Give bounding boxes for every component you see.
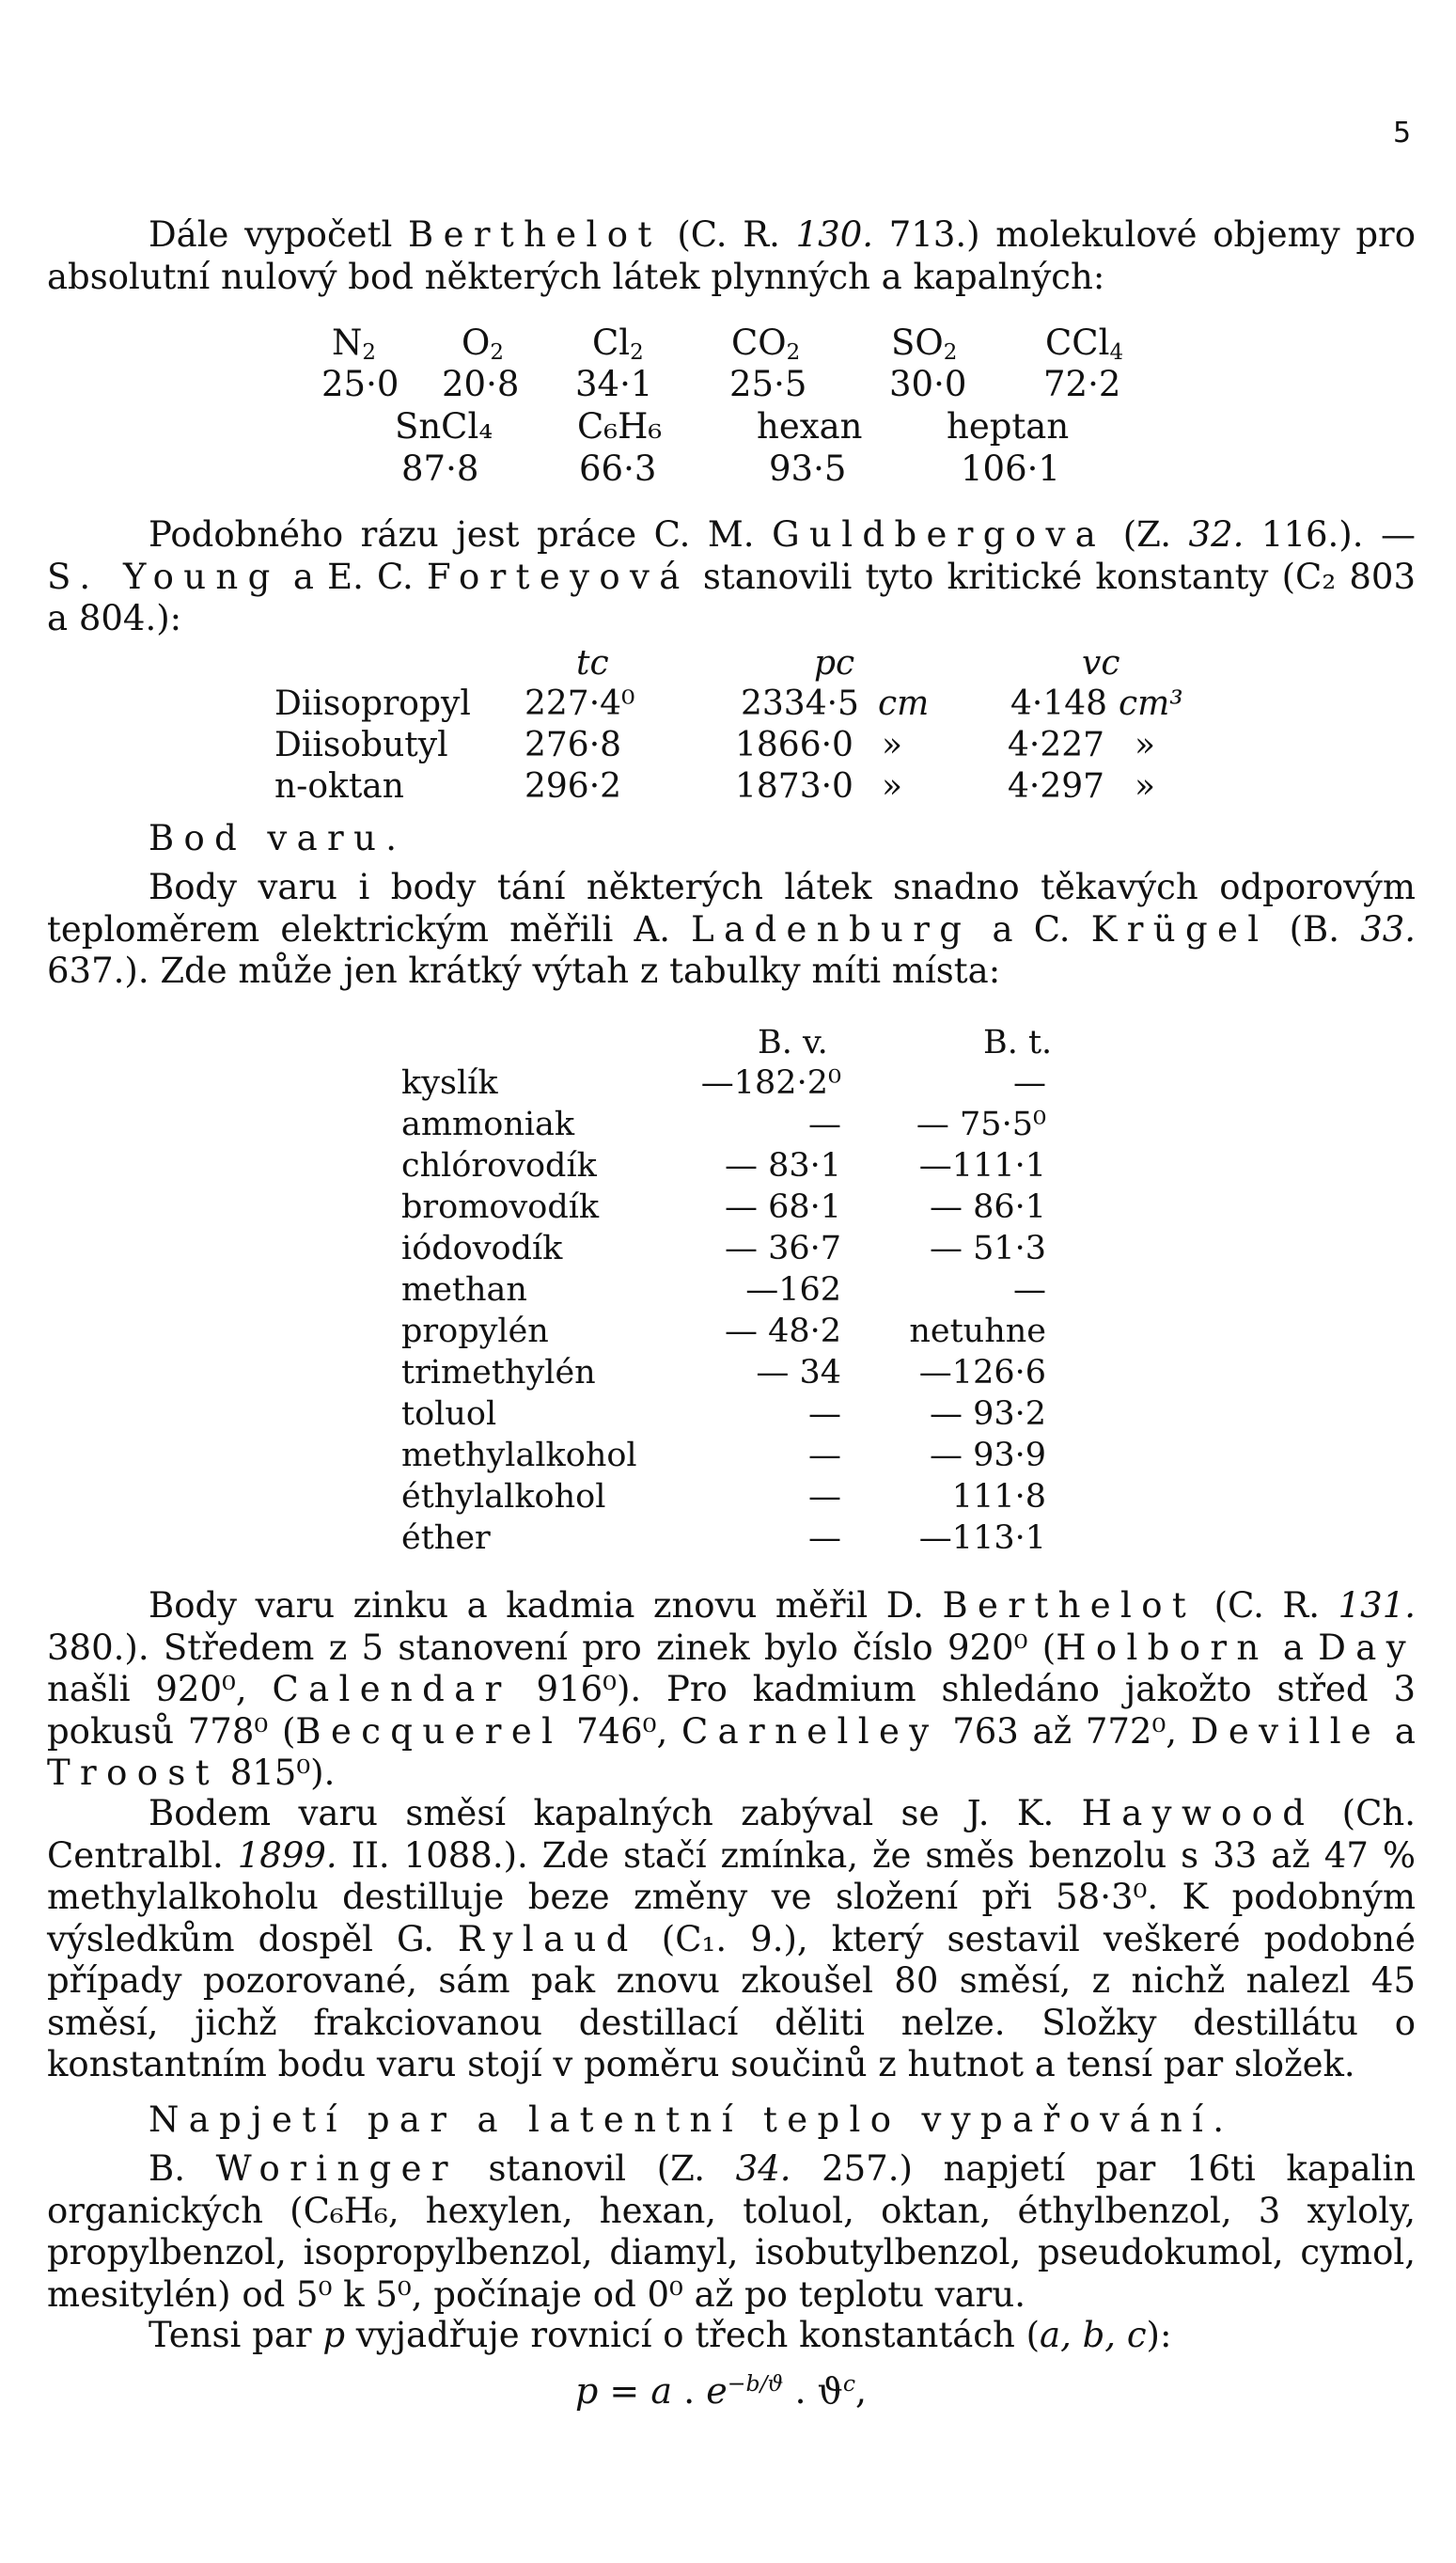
section-heading-vapor-pressure: Napjetí par a latentní teplo vypařování. (149, 2099, 1234, 2140)
author-name: Ladenburg (691, 908, 972, 950)
variable-p: p (322, 2315, 345, 2355)
compound-name: trimethylén (401, 1354, 596, 1392)
header-vc: vc (1082, 644, 1120, 683)
compound-name: Diisopropyl (274, 684, 471, 723)
text: 763 až 772⁰, (952, 1710, 1178, 1752)
paragraph-haywood (47, 1793, 1416, 2086)
text: Tensi par (149, 2315, 312, 2355)
author-name: Carnelley (681, 1710, 939, 1752)
text: 815⁰). (229, 1753, 336, 1793)
vc-unit: cm³ (1119, 684, 1183, 723)
pc-value: 2334·5 (741, 684, 859, 723)
compound-name: toluol (401, 1395, 497, 1433)
formula-c: c (842, 2370, 856, 2398)
text: a C. (992, 908, 1071, 950)
value: 87·8 (401, 448, 479, 489)
compound-name: Diisobutyl (274, 726, 448, 764)
author-name: Holborn (1056, 1627, 1269, 1668)
text: (C. R. (677, 214, 780, 255)
paragraph-berthelot-volumes (47, 214, 1416, 298)
melting-point-value: 111·8 (951, 1478, 1046, 1516)
volume-number: 131. (1338, 1585, 1417, 1626)
melting-point-value: — 75·5⁰ (916, 1106, 1046, 1143)
boiling-point-value: — 48·2 (724, 1313, 841, 1350)
volume-number: 33. (1360, 908, 1417, 950)
text: B. (149, 2148, 185, 2189)
text: II. 1088.). Zde stačí zmínka, že směs benzolu s 33 až 47 % methylalkoholu destilluje beze změny ve složení při 58·3⁰. K podobným výsledkům dospěl G. (47, 1834, 1417, 1959)
formula-c6h6: C₆H₆ (577, 406, 663, 447)
text: (C₁. 9.), který sestavil veškeré podobné případy pozorované, sám pak znovu zkoušel 80 směsí, z nichž nalezl 45 směsí, jichž frakciovanou destillací děliti nelze. Složky destillátu o konstantním bodu varu stojí v poměru součinů z hutnot a tensí par složek. (47, 1918, 1416, 2084)
header-tc: tc (576, 644, 609, 683)
formula-theta: ϑ (817, 2370, 843, 2412)
author-name: Berthelot (408, 214, 662, 255)
author-name: Troost (47, 1753, 219, 1793)
vc-value: 4·297 (1008, 767, 1105, 806)
formula-lhs: p (575, 2370, 599, 2412)
text: (Z. (1122, 514, 1171, 555)
formula-dot: . (794, 2370, 806, 2412)
text: (Ch. Centralbl. (47, 1793, 1417, 1876)
boiling-point-value: — 34 (756, 1354, 841, 1392)
text: stanovil (Z. (488, 2148, 706, 2189)
page-number: 5 (1393, 117, 1412, 149)
melting-point-value: — 51·3 (929, 1230, 1046, 1267)
melting-point-value: — 93·9 (929, 1437, 1046, 1474)
boiling-point-value: —182·2⁰ (700, 1064, 841, 1102)
value: 20·8 (442, 364, 520, 404)
text: Body varu i body tání některých látek snadno těkavých odporovým teploměrem elektrickým měřili A. (47, 867, 1416, 950)
paragraph-guldberg-young (47, 514, 1416, 640)
compound-name: kyslík (401, 1064, 498, 1102)
formula-equals: = (609, 2370, 640, 2412)
vc-value: 4·148 (1010, 684, 1108, 723)
text: 257.) napjetí par 16ti kapalin organických (C₆H₆, hexylen, hexan, toluol, oktan, éthylbenzol, 3 xyloly, propylbenzol, isopropylbenzol, diamyl, isobutylbenzol, pseudokumol, cymol, mesitylén) od 5⁰ k 5⁰, počínaje od 0⁰ až po teplotu varu. (47, 2148, 1417, 2315)
text: a (1282, 1627, 1304, 1668)
author-name: S. Young (47, 556, 280, 597)
value: 93·5 (769, 448, 847, 489)
pc-unit: cm (878, 684, 930, 723)
author-name: Becquerel (295, 1710, 563, 1752)
author-name: Haywood (1081, 1793, 1315, 1833)
formula-exponent: −b/ϑ (727, 2370, 784, 2398)
formula-so2: $SO_2$ (891, 322, 958, 366)
boiling-point-value: — (808, 1478, 841, 1516)
boiling-point-value: — (808, 1519, 841, 1557)
volume-number: 130. (795, 214, 874, 255)
compound-name: chlórovodík (401, 1147, 597, 1185)
author-name: Calendar (272, 1669, 511, 1709)
value: 25·5 (729, 364, 807, 404)
formula-heptan: heptan (947, 406, 1070, 447)
compound-name: éthylalkohol (401, 1478, 606, 1516)
paragraph-woringer (47, 2148, 1416, 2316)
compound-name: methylalkohol (401, 1437, 637, 1474)
volume-number: 34. (735, 2148, 791, 2189)
year: 1899. (237, 1834, 337, 1876)
text: vyjadřuje rovnicí o třech konstantách ( (355, 2315, 1041, 2355)
pc-unit: » (882, 767, 903, 806)
boiling-point-value: —162 (745, 1271, 841, 1309)
boiling-point-value: — 68·1 (724, 1188, 841, 1226)
text: (C. R. (1213, 1585, 1321, 1626)
formula-cl2: $Cl_2$ (592, 322, 644, 366)
header-pc: pc (814, 644, 855, 683)
value: 25·0 (321, 364, 399, 404)
text: našli 920⁰, (47, 1669, 247, 1709)
formula-hexan: hexan (757, 406, 863, 447)
text: (B. (1289, 908, 1340, 950)
pc-value: 1873·0 (735, 767, 853, 806)
pc-unit: » (882, 726, 903, 764)
value: 30·0 (889, 364, 967, 404)
formula (575, 2370, 868, 2412)
formula-comma: , (855, 2370, 868, 2412)
section-heading-boiling-point: Bod varu. (149, 818, 407, 858)
boiling-point-value: — (808, 1437, 841, 1474)
formula-a: a (650, 2370, 673, 2412)
text: 746⁰, (576, 1710, 668, 1752)
tc-value: 227·4⁰ (524, 684, 635, 723)
header-boiling: B. v. (758, 1024, 828, 1061)
paragraph-tension-formula (47, 2315, 1416, 2357)
melting-point-value: netuhne (909, 1313, 1046, 1350)
boiling-point-value: — 36·7 (724, 1230, 841, 1267)
header-melting: B. t. (983, 1024, 1053, 1061)
value: 34·1 (575, 364, 653, 404)
author-name: Rylaud (458, 1918, 638, 1959)
text: 637.). Zde může jen krátký výtah z tabulky míti místa: (47, 951, 1001, 991)
text: stanovili tyto kritické konstanty (C₂ 803 a 804.): (47, 556, 1416, 638)
compound-name: iódovodík (401, 1230, 563, 1267)
boiling-point-value: — 83·1 (724, 1147, 841, 1185)
value: 66·3 (579, 448, 657, 489)
formula-ccl4: CCl$_4$ (1045, 322, 1124, 366)
tc-value: 296·2 (524, 767, 622, 806)
compound-name: éther (401, 1519, 491, 1557)
melting-point-value: —126·6 (918, 1354, 1046, 1392)
melting-point-value: —113·1 (918, 1519, 1046, 1557)
paragraph-ladenburg (47, 867, 1416, 993)
compound-name: propylén (401, 1313, 549, 1350)
volume-number: 32. (1188, 514, 1245, 555)
text: Dále vypočetl (149, 214, 393, 255)
pc-value: 1866·0 (735, 726, 853, 764)
value: 106·1 (961, 448, 1060, 489)
boiling-point-value: — (808, 1106, 841, 1143)
melting-point-value: — 86·1 (929, 1188, 1046, 1226)
text: 380.). Středem z 5 stanovení pro zinek bylo číslo 920⁰ ( (47, 1627, 1057, 1668)
text: a (1394, 1710, 1416, 1752)
text: Podobného rázu jest práce C. M. (149, 514, 755, 555)
melting-point-value: —111·1 (918, 1147, 1046, 1185)
constants: a, b, c (1040, 2315, 1147, 2355)
vc-value: 4·227 (1008, 726, 1105, 764)
boiling-point-value: — (808, 1395, 841, 1433)
author-name: Forteyová (426, 556, 690, 597)
text: Body varu zinku a kadmia znovu měřil D. (149, 1585, 924, 1626)
paragraph-zinc-cadmium (47, 1585, 1416, 1795)
author-name: Woringer (215, 2148, 458, 2189)
text: ): (1146, 2315, 1172, 2355)
formula-e: e (706, 2370, 728, 2412)
melting-point-value: — 93·2 (929, 1395, 1046, 1433)
text: Bodem varu směsí kapalných zabýval se J. K. (149, 1793, 1055, 1833)
melting-point-value: — (1013, 1064, 1046, 1102)
text: 916⁰). Pro kadmium shledáno jakožto střed 3 pokusů 778⁰ ( (47, 1669, 1416, 1752)
compound-name: ammoniak (401, 1106, 575, 1143)
value: 72·2 (1043, 364, 1121, 404)
author-name: Guldbergova (772, 514, 1106, 555)
compound-name: methan (401, 1271, 527, 1309)
melting-point-value: — (1013, 1271, 1046, 1309)
formula-n2: $N_2$ (332, 322, 376, 366)
formula-o2: $O_2$ (462, 322, 504, 366)
formula-dot: . (683, 2370, 696, 2412)
formula-sncl4: SnCl₄ (395, 406, 493, 447)
vc-unit: » (1135, 726, 1156, 764)
compound-name: n-oktan (274, 767, 404, 806)
formula-co2: $CO_2$ (731, 322, 801, 366)
author-name: Deville (1190, 1710, 1382, 1752)
tc-value: 276·8 (524, 726, 622, 764)
text: 116.). — (1260, 514, 1417, 555)
author-name: Day (1318, 1627, 1416, 1668)
compound-name: bromovodík (401, 1188, 600, 1226)
author-name: Krügel (1090, 908, 1269, 950)
text: a E. C. (292, 556, 414, 597)
text: 713.) molekulové objemy pro absolutní nulový bod některých látek plynných a kapalných: (47, 214, 1416, 297)
author-name: Berthelot (942, 1585, 1197, 1626)
vc-unit: » (1135, 767, 1156, 806)
